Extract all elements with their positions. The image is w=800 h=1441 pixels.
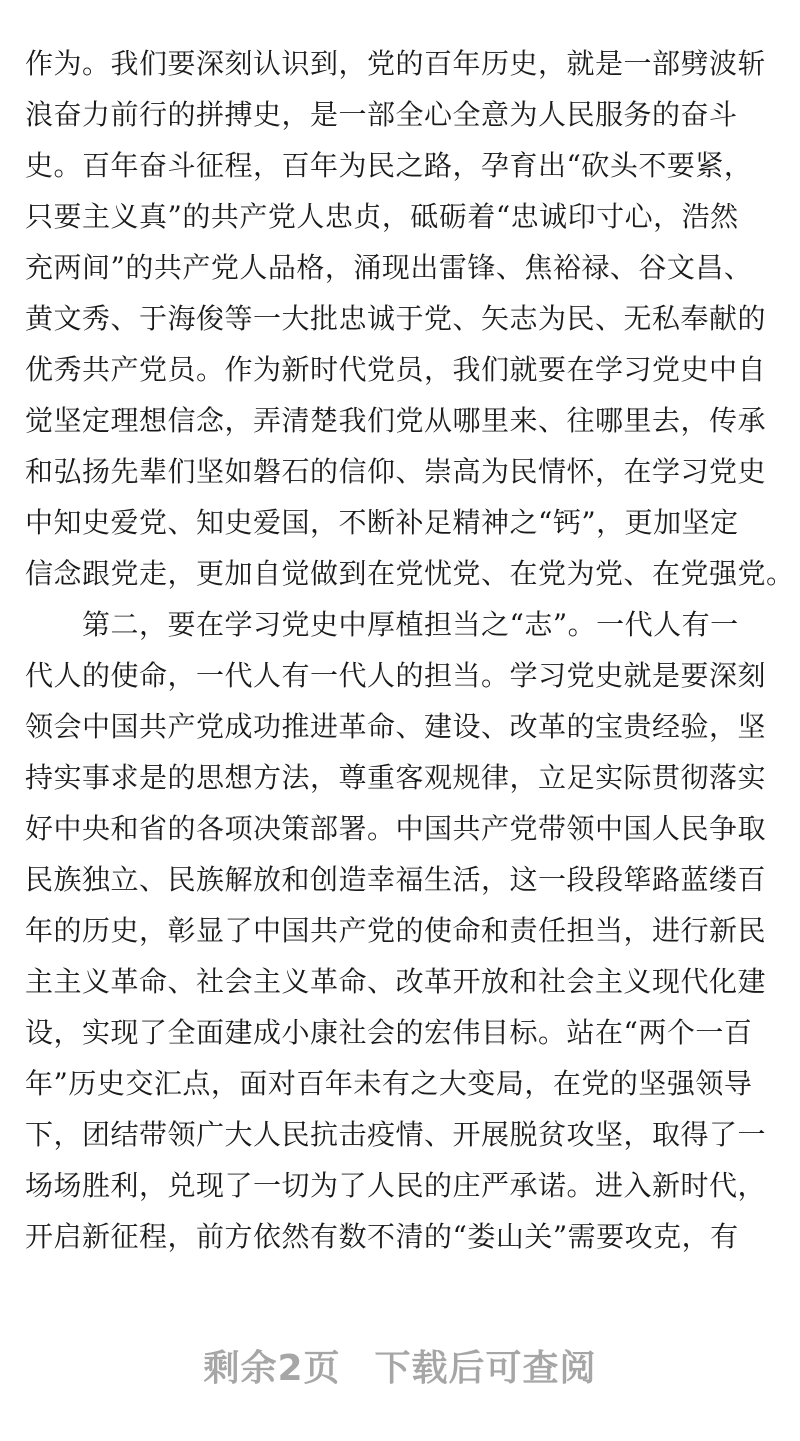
text-line: 主主义革命、社会主义革命、改革开放和社会主义现代化建	[25, 965, 767, 998]
text-line: 开启新征程，前方依然有数不清的“娄山关”需要攻克，有	[25, 1220, 739, 1253]
text-line: 黄文秀、于海俊等一大批忠诚于党、矢志为民、无私奉献的	[25, 302, 767, 335]
download-to-view-label[interactable]: 下载后可查阅	[374, 1348, 597, 1389]
text-line: 场场胜利，兑现了一切为了人民的庄严承诺。进入新时代，	[25, 1169, 767, 1202]
text-line: 第二，要在学习党史中厚植担当之“志”。一代人有一	[25, 608, 739, 641]
text-line: 设，实现了全面建成小康社会的宏伟目标。站在“两个一百	[25, 1016, 753, 1049]
text-line: 代人的使命，一代人有一代人的担当。学习党史就是要深刻	[25, 659, 767, 692]
text-line: 信念跟党走，更加自觉做到在党忧党、在党为党、在党强党。	[25, 557, 795, 590]
text-line: 作为。我们要深刻认识到，党的百年历史，就是一部劈波斩	[25, 47, 767, 80]
text-line: 优秀共产党员。作为新时代党员，我们就要在学习党史中自	[25, 353, 767, 386]
text-line: 好中央和省的各项决策部署。中国共产党带领中国人民争取	[25, 812, 767, 845]
download-prompt[interactable]	[0, 1340, 800, 1391]
text-line: 民族独立、民族解放和创造幸福生活，这一段段筚路蓝缕百	[25, 863, 767, 896]
document-body	[25, 38, 795, 1262]
text-line: 和弘扬先辈们坚如磐石的信仰、崇高为民情怀，在学习党史	[25, 455, 767, 488]
text-line: 领会中国共产党成功推进革命、建设、改革的宝贵经验，坚	[25, 710, 767, 743]
text-line: 浪奋力前行的拼搏史，是一部全心全意为人民服务的奋斗	[25, 98, 738, 131]
text-line: 只要主义真”的共产党人忠贞，砥砺着“忠诚印寸心，浩然	[25, 200, 739, 233]
text-line: 年的历史，彰显了中国共产党的使命和责任担当，进行新民	[25, 914, 767, 947]
remaining-pages-label: 剩余2页	[203, 1348, 341, 1389]
text-line: 年”历史交汇点，面对百年未有之大变局，在党的坚强领导	[25, 1067, 753, 1100]
text-line: 史。百年奋斗征程，百年为民之路，孕育出“砍头不要紧，	[25, 149, 753, 182]
text-line: 充两间”的共产党人品格，涌现出雷锋、焦裕禄、谷文昌、	[25, 251, 753, 284]
text-line: 觉坚定理想信念，弄清楚我们党从哪里来、往哪里去，传承	[25, 404, 767, 437]
text-line: 持实事求是的思想方法，尊重客观规律，立足实际贯彻落实	[25, 761, 767, 794]
text-line: 下，团结带领广大人民抗击疫情、开展脱贫攻坚，取得了一	[25, 1118, 767, 1151]
text-line: 中知史爱党、知史爱国，不断补足精神之“钙”，更加坚定	[25, 506, 739, 539]
